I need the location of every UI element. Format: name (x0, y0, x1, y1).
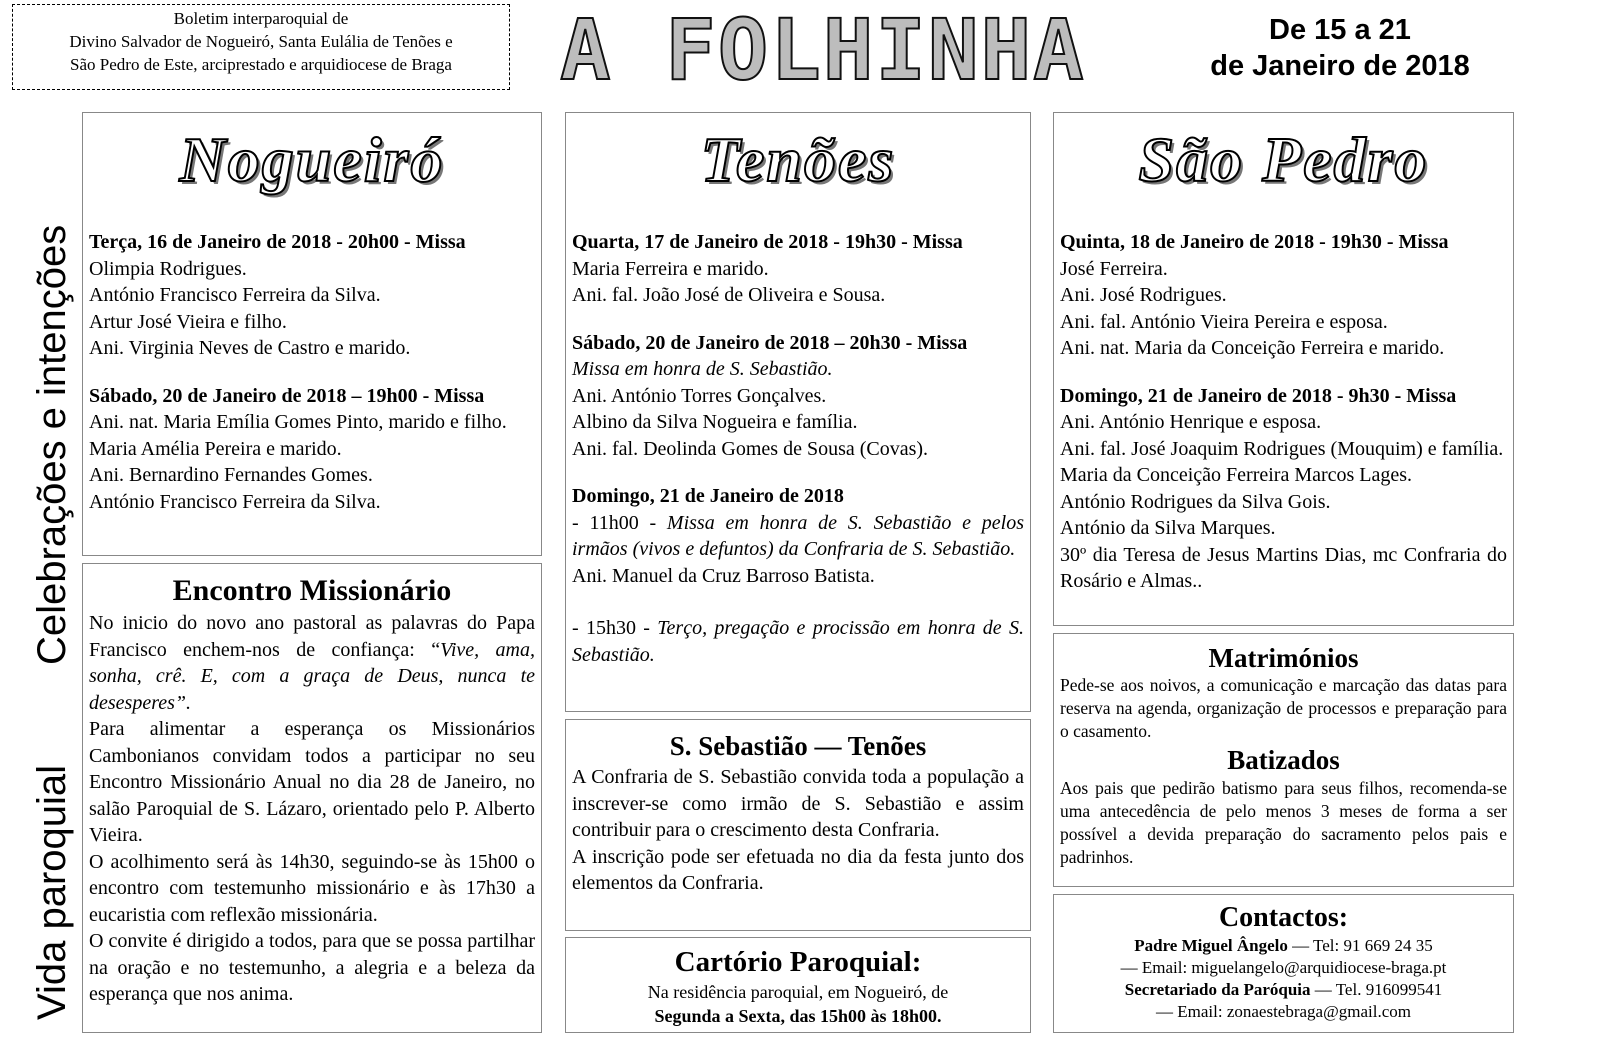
intention (572, 510, 1024, 563)
encontro-paragraph: O convite é dirigido a todos, para que se possa partilhar na oração e no testemunho, a alegria e a beleza da esperança que nos anima. (89, 930, 535, 1005)
secretariat-name: Secretariado da Paróquia (1124, 980, 1311, 999)
secretariat-contact (1054, 979, 1513, 1001)
tenoes-celebrations (566, 229, 1030, 668)
bulletin-info-line: Divino Salvador de Nogueiró, Santa Eulália de Tenões e (69, 32, 453, 51)
priest-name: Padre Miguel Ângelo (1134, 936, 1288, 955)
masthead-title: A FOLHINHA (560, 1, 1086, 99)
nogueiro-title: Nogueiró (179, 124, 445, 195)
intention-text: Terço, pregação e procissão em honra de S. Sebastião. (572, 617, 1024, 666)
contactos-title: Contactos: (1218, 902, 1349, 933)
celebration-heading: Sábado, 20 de Janeiro de 2018 – 20h30 - Missa (572, 331, 968, 354)
intention: Ani. fal. António Vieira Pereira e esposa. (1060, 310, 1388, 333)
sidebar-celebracoes: Celebrações e intenções (30, 224, 74, 665)
celebration-heading: Quarta, 17 de Janeiro de 2018 - 19h30 - Missa (572, 231, 963, 253)
saopedro-celebrations (1054, 229, 1513, 595)
encontro-title: Encontro Missionário (172, 574, 452, 607)
celebration-heading: Terça, 16 de Janeiro de 2018 - 20h00 - Missa (89, 231, 466, 253)
sebastiao-paragraph: A Confraria de S. Sebastião convida toda a população a inscrever-se como irmão de S. Sebastião e assim contribuir para o crescimento desta Confraria. (572, 766, 1024, 841)
batizados-text: Aos pais que pedirão batismo para seus filhos, recomenda-se uma antecedência de pelo menos 3 meses de forma a ser possível a devida preparação do sacramento pelos pais e padrinhos. (1060, 778, 1507, 867)
time-label: - 11h00 - (572, 511, 667, 534)
intention: Ani. nat. Maria da Conceição Ferreira e marido. (1060, 337, 1445, 359)
intention: Maria da Conceição Ferreira Marcos Lages. (1060, 464, 1413, 486)
intention: Ani. Bernardino Fernandes Gomes. (89, 464, 373, 486)
sebastiao-paragraph: A inscrição pode ser efetuada no dia da festa junto dos elementos da Confraria. (572, 845, 1024, 894)
cartorio-title: Cartório Paroquial: (674, 946, 922, 978)
celebration-heading: Sábado, 20 de Janeiro de 2018 – 19h00 - Missa (89, 384, 485, 407)
celebration-heading: Domingo, 21 de Janeiro de 2018 - 9h30 - Missa (1060, 384, 1457, 407)
secretariat-phone: — Tel. 916099541 (1310, 980, 1443, 999)
encontro-paragraph (89, 610, 535, 716)
dates-line-1: De 15 a 21 (1269, 14, 1411, 46)
intention: Ani. António Henrique e esposa. (1060, 411, 1322, 433)
nogueiro-panel (82, 112, 542, 556)
bulletin-info-line: São Pedro de Este, arciprestado e arquidiocese de Braga (70, 55, 452, 74)
intention: Ani. Manuel da Cruz Barroso Batista. (572, 564, 875, 587)
intention: Ani. José Rodrigues. (1060, 284, 1227, 306)
intention: António Francisco Ferreira da Silva. (89, 284, 381, 306)
intention: Ani. nat. Maria Emília Gomes Pinto, marido e filho. (89, 411, 507, 433)
sebastiao-body (566, 764, 1030, 897)
sidebar-vida-paroquial: Vida paroquial (30, 764, 74, 1020)
intention: Ani. Virginia Neves de Castro e marido. (89, 337, 411, 359)
priest-phone: — Tel: 91 669 24 35 (1287, 936, 1433, 955)
intention (572, 615, 1024, 668)
encontro-panel (82, 563, 542, 1033)
secretariat-email: — Email: zonaestebraga@gmail.com (1156, 1002, 1411, 1021)
intention: Maria Amélia Pereira e marido. (89, 437, 342, 460)
intention: 30º dia Teresa de Jesus Martins Dias, mc Confraria do Rosário e Almas.. (1060, 543, 1507, 592)
encontro-body (83, 610, 541, 1008)
sacramentos-panel (1053, 633, 1514, 887)
intention: José Ferreira. (1060, 257, 1168, 280)
tenoes-title: Tenões (700, 124, 896, 195)
saopedro-panel (1053, 112, 1514, 626)
priest-contact (1054, 935, 1513, 957)
time-label: - 15h30 - (572, 617, 658, 639)
intention: Missa em honra de S. Sebastião. (572, 358, 833, 380)
intention-text: Missa em honra de S. Sebastião e pelos irmãos (vivos e defuntos) da Confraria de S. Sebastião. (572, 511, 1024, 560)
intention: António Rodrigues da Silva Gois. (1060, 490, 1331, 513)
nogueiro-celebrations (83, 229, 541, 515)
encontro-paragraph: O acolhimento será às 14h30, seguindo-se às 15h00 o encontro com testemunho missionário e às 17h30 a eucaristia com reflexão missionária. (89, 850, 535, 926)
celebration-heading: Quinta, 18 de Janeiro de 2018 - 19h30 - Missa (1060, 231, 1449, 253)
contactos-panel (1053, 894, 1514, 1033)
intention: António da Silva Marques. (1060, 517, 1276, 539)
intention: António Francisco Ferreira da Silva. (89, 490, 381, 513)
matrimonios-title: Matrimónios (1208, 643, 1359, 673)
cartorio-line-1: Na residência paroquial, em Nogueiró, de (647, 982, 949, 1002)
cartorio-panel (565, 937, 1031, 1033)
priest-email: — Email: miguelangelo@arquidiocese-braga.pt (1120, 958, 1447, 977)
tenoes-panel (565, 112, 1031, 712)
intention: Ani. fal. Deolinda Gomes de Sousa (Covas). (572, 437, 929, 460)
batizados-title: Batizados (1227, 745, 1340, 775)
intention: Albino da Silva Nogueira e família. (572, 411, 858, 433)
intention: Olimpia Rodrigues. (89, 257, 247, 280)
saopedro-title: São Pedro (1138, 124, 1429, 195)
pope-quote: Vive, ama, sonha, crê. E, com a graça de Deus, nunca te desesperes”. (89, 638, 535, 714)
matrimonios-text: Pede-se aos noivos, a comunicação e marcação das datas para reserva na agenda, organização de processos e preparação para o casamento. (1060, 675, 1507, 741)
encontro-text: No inicio do novo ano pastoral as palavras do Papa Francisco enchem-nos de confiança: “ (89, 612, 535, 661)
encontro-paragraph: Para alimentar a esperança os Missionários Cambonianos convidam todos a participar no seu Encontro Missionário Anual no dia 28 de Janeiro, no salão Paroquial de S. Lázaro, orientado pelo P. Alberto Vieira. (89, 718, 535, 846)
bulletin-info-box (12, 4, 510, 90)
bulletin-info-line: Boletim interparoquial de (173, 9, 349, 28)
intention: Maria Ferreira e marido. (572, 257, 769, 280)
bulletin-dates (1180, 12, 1500, 84)
celebration-heading: Domingo, 21 de Janeiro de 2018 (572, 485, 844, 507)
sebastiao-panel (565, 719, 1031, 931)
intention: Ani. fal. José Joaquim Rodrigues (Mouquim) e família. (1060, 437, 1504, 460)
dates-line-2: de Janeiro de 2018 (1210, 50, 1470, 82)
sebastiao-title: S. Sebastião — Tenões (669, 731, 927, 761)
intention: Artur José Vieira e filho. (89, 310, 287, 333)
cartorio-line-2: Segunda a Sexta, das 15h00 às 18h00. (654, 1006, 942, 1026)
intention: Ani. António Torres Gonçalves. (572, 384, 827, 407)
intention: Ani. fal. João José de Oliveira e Sousa. (572, 284, 886, 306)
